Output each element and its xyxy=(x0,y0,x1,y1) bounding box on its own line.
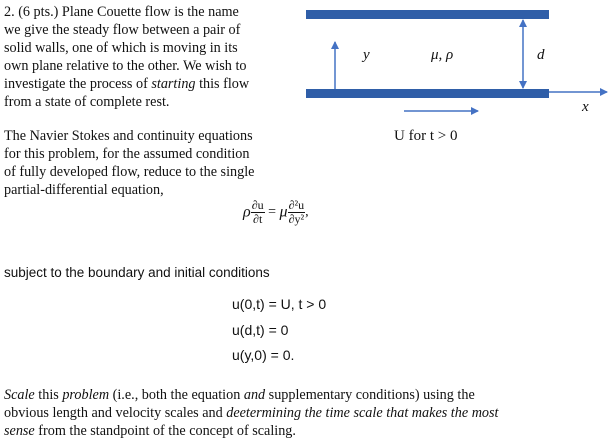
text: from the standpoint of the concept of scaling. xyxy=(34,423,296,439)
rho-symbol: ρ xyxy=(243,203,251,221)
text: this flow xyxy=(195,76,250,92)
denominator: ∂y² xyxy=(288,212,305,226)
condition: u(d,t) = 0 xyxy=(232,321,289,338)
subject-text: subject to the boundary and initial conditions xyxy=(4,265,270,280)
emphasis: starting xyxy=(151,76,196,92)
viscosity-density-label: μ, ρ xyxy=(431,47,454,63)
text: (i.e., both the equation xyxy=(109,387,244,403)
numerator: ∂u xyxy=(251,198,264,212)
text: obvious length and velocity scales and xyxy=(4,405,227,421)
d-label: d xyxy=(537,47,545,63)
text-line: partial-differential equation, xyxy=(4,182,164,198)
numerator: ∂²u xyxy=(288,198,305,212)
emphasis: sense xyxy=(4,423,35,439)
top-plate xyxy=(306,10,549,19)
mu-symbol: μ xyxy=(279,203,288,221)
boundary-conditions xyxy=(232,292,326,369)
du-dt-fraction xyxy=(251,199,265,226)
y-label: y xyxy=(363,47,370,63)
text: this xyxy=(34,387,63,403)
text-line: 2. (6 pts.) Plane Couette flow is the name xyxy=(4,4,239,20)
text-line: from a state of complete rest. xyxy=(4,94,170,110)
pde-equation xyxy=(243,199,309,226)
text-line: of fully developed flow, reduce to the single xyxy=(4,164,255,180)
text: supplementary conditions) using the xyxy=(265,387,475,403)
text-line xyxy=(4,422,499,440)
condition: u(0,t) = U, t > 0 xyxy=(232,296,327,312)
d2u-dy2-fraction xyxy=(288,199,306,226)
bottom-plate xyxy=(306,89,549,98)
equals-sign: = xyxy=(268,204,277,220)
text-line: solid walls, one of which is moving in its xyxy=(4,40,238,56)
text-line: The Navier Stokes and continuity equations xyxy=(4,128,253,144)
emphasis: and xyxy=(243,387,266,403)
text-line: own plane relative to the other. We wish to xyxy=(4,58,247,74)
text-line: for this problem, for the assumed condition xyxy=(4,146,250,162)
text-line: we give the steady flow between a pair of xyxy=(4,22,241,38)
emphasis: deetermining the time scale that makes the most xyxy=(226,405,499,421)
text-line xyxy=(4,386,499,404)
x-label: x xyxy=(582,99,589,115)
couette-diagram xyxy=(0,0,610,160)
denominator: ∂t xyxy=(253,212,263,226)
comma: , xyxy=(305,204,309,220)
emphasis: Scale xyxy=(4,387,35,403)
text: investigate the process of xyxy=(4,76,152,92)
task-paragraph xyxy=(4,386,499,440)
text-line xyxy=(4,404,499,422)
condition: u(y,0) = 0. xyxy=(232,347,295,363)
emphasis: problem xyxy=(62,387,110,403)
velocity-label: U for t > 0 xyxy=(394,128,458,144)
